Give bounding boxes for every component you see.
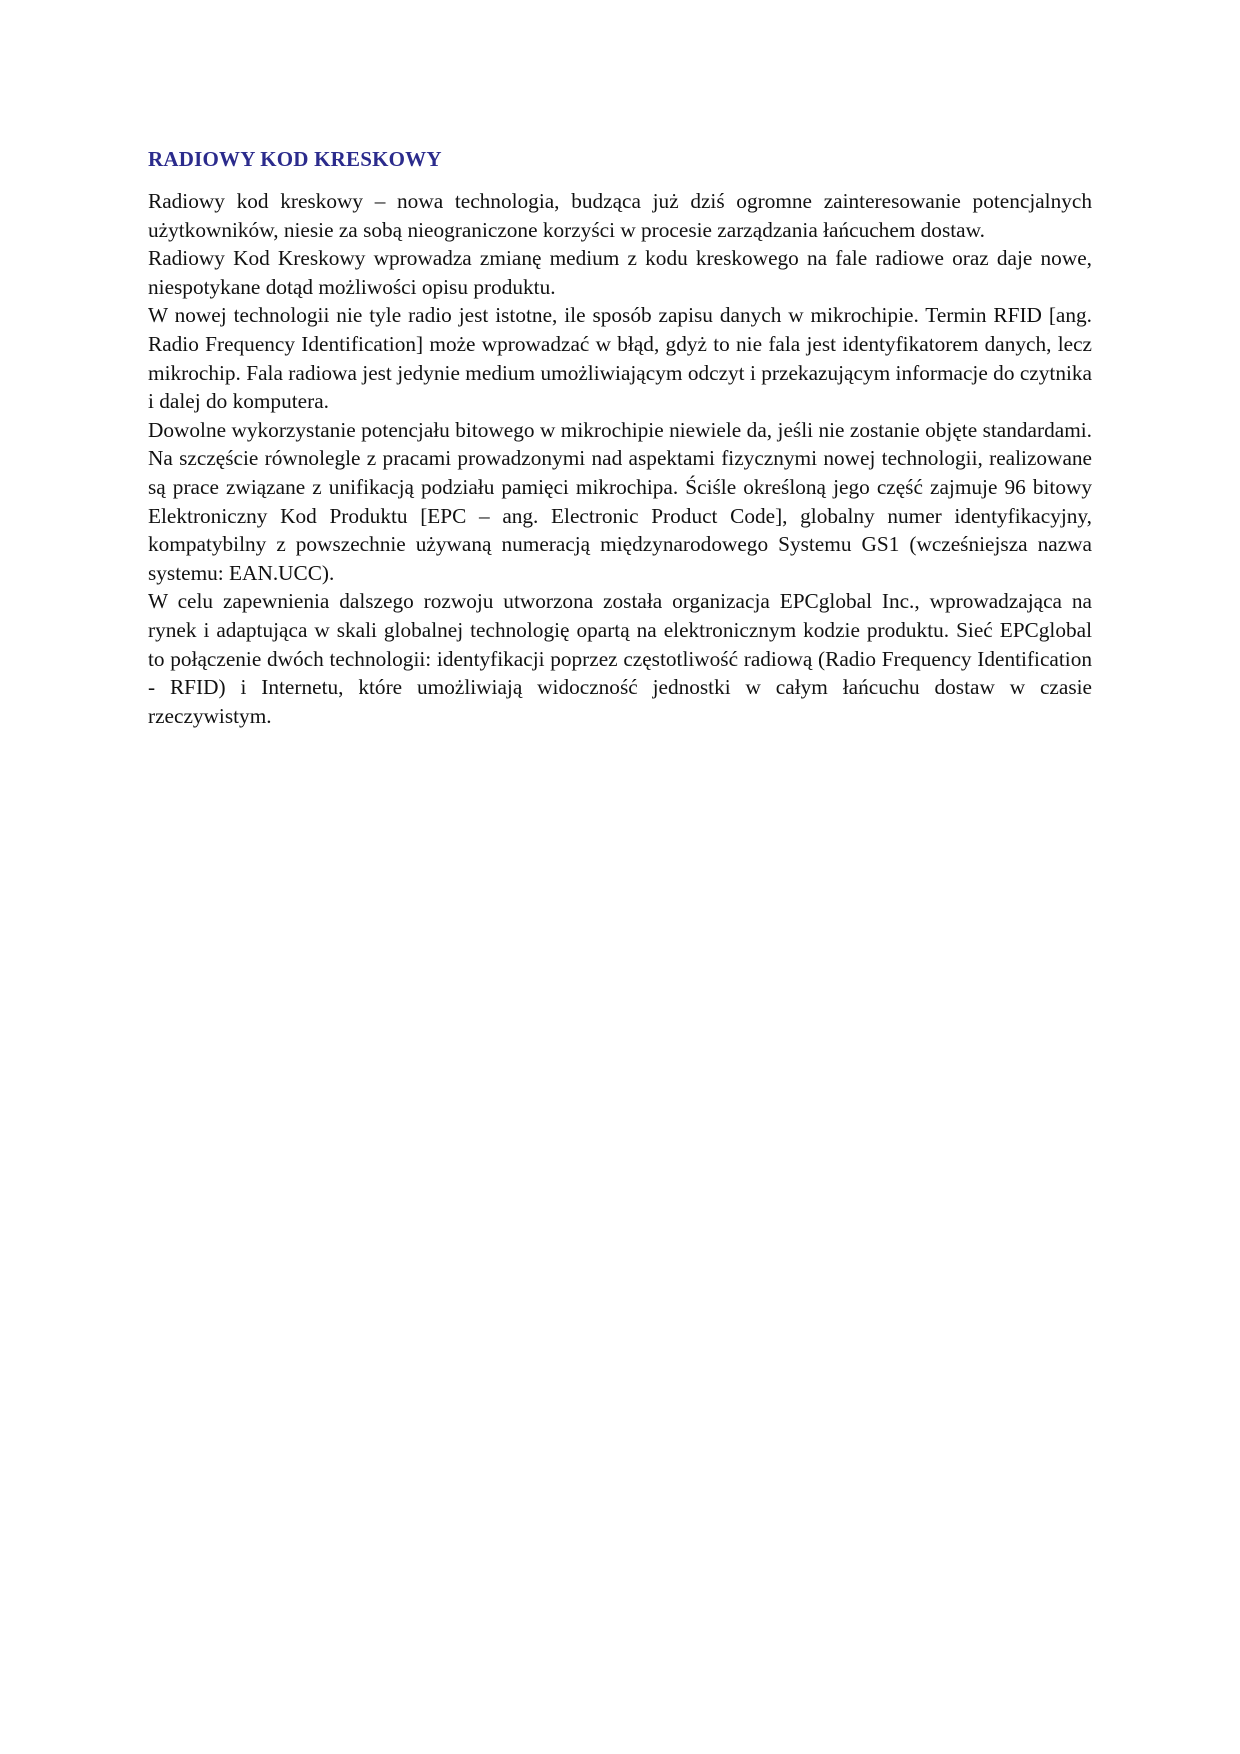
- document-page: [148, 145, 1092, 730]
- document-title: RADIOWY KOD KRESKOWY: [148, 147, 442, 171]
- paragraph-intro: Radiowy kod kreskowy – nowa technologia, budząca już dziś ogromne zainteresowanie potencjalnych użytkowników, niesie za sobą nieograniczone korzyści w procesie zarządzania łańcuchem dostaw.: [148, 189, 1092, 242]
- paragraph-medium-change: Radiowy Kod Kreskowy wprowadza zmianę medium z kodu kreskowego na fale radiowe oraz daje nowe, niespotykane dotąd możliwości opisu produktu.: [148, 246, 1092, 299]
- paragraph-epc-standard: Dowolne wykorzystanie potencjału bitowego w mikrochipie niewiele da, jeśli nie zostanie objęte standardami. Na szczęście równolegle z pracami prowadzonymi nad aspektami fizycznymi nowej technologii, realizowane są prace związane z unifikacją podziału pamięci mikrochipa. Ściśle określoną jego część zajmuje 96 bitowy Elektroniczny Kod Produktu [EPC – ang. Electronic Product Code], globalny numer identyfikacyjny, kompatybilny z powszechnie używaną numeracją międzynarodowego Systemu GS1 (wcześniejsza nazwa systemu: EAN.UCC).: [148, 417, 1092, 585]
- paragraph-rfid-term: W nowej technologii nie tyle radio jest istotne, ile sposób zapisu danych w mikrochipie. Termin RFID [ang. Radio Frequency Identification] może wprowadzać w błąd, gdyż to nie fala jest identyfikatorem danych, lecz mikrochip. Fala radiowa jest jedynie medium umożliwiającym odczyt i przekazującym informacje do czytnika i dalej do komputera.: [148, 303, 1092, 414]
- paragraph-epcglobal: W celu zapewnienia dalszego rozwoju utworzona została organizacja EPCglobal Inc., wprowadzająca na rynek i adaptująca w skali globalnej technologię opartą na elektronicznym kodzie produktu. Sieć EPCglobal to połączenie dwóch technologii: identyfikacji poprzez częstotliwość radiową (Radio Frequency Identification - RFID) i Internetu, które umożliwiają widoczność jednostki w całym łańcuchu dostaw w czasie rzeczywistym.: [148, 589, 1092, 728]
